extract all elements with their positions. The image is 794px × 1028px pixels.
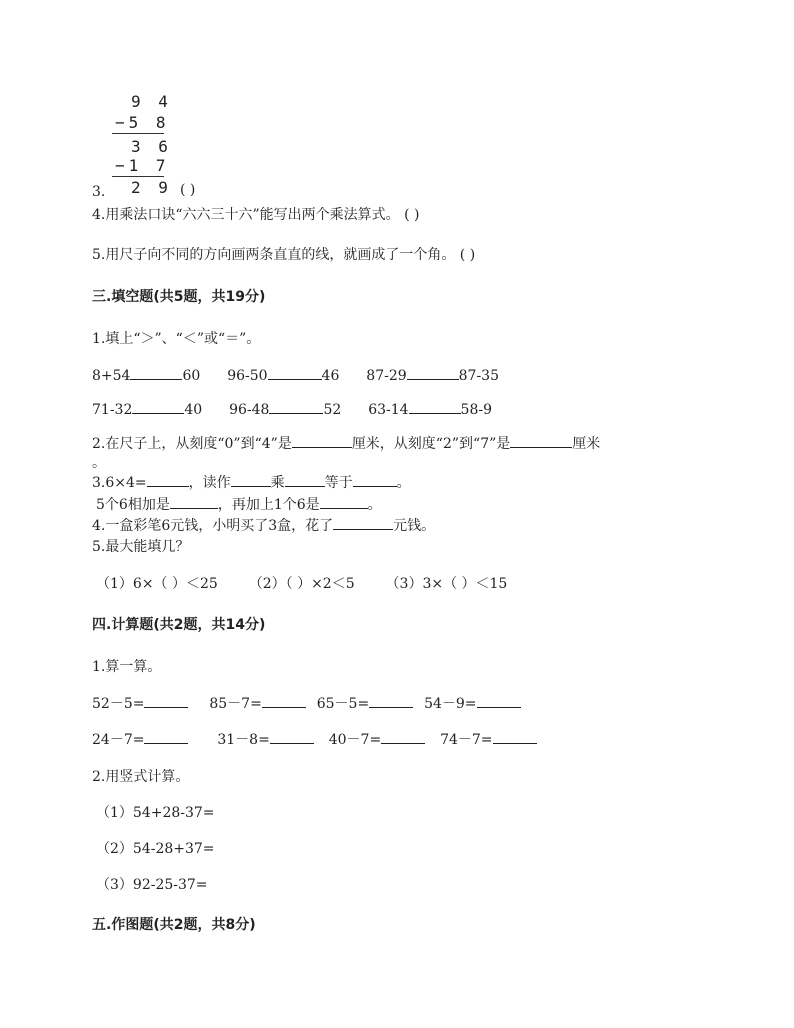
answer-blank[interactable]	[381, 729, 425, 744]
fill-4-text-a: 4.一盒彩笔6元钱，小明买了3盒，花了	[92, 518, 334, 534]
calc-expr: 65－5=	[316, 696, 370, 712]
fill-5-item-1: （1）6×（ ）＜25	[96, 576, 218, 592]
answer-blank[interactable]	[320, 494, 368, 509]
calc-row-2	[92, 729, 537, 749]
fill-3-text-c: 乘	[270, 475, 285, 491]
compare-value: 58-9	[460, 402, 492, 418]
compare-expr: 8+54	[92, 368, 131, 384]
calc-2-prompt: 2.用竖式计算。	[92, 769, 190, 785]
vc-row-1: 9 4	[131, 92, 172, 111]
answer-blank[interactable]	[144, 693, 188, 708]
section-4-title: 四.计算题(共2题，共14分)	[92, 617, 266, 633]
compare-row-1	[92, 365, 499, 384]
fill-3-text-h: 。	[367, 497, 382, 513]
answer-blank[interactable]	[269, 399, 323, 414]
fill-3-text-g: ，再加上1个6是	[217, 497, 320, 513]
compare-row-2	[92, 399, 492, 418]
fill-5-items	[96, 573, 507, 593]
fill-3-text-a: 3.6×4=	[92, 475, 147, 491]
compare-value: 60	[182, 368, 201, 384]
answer-blank[interactable]	[333, 515, 393, 530]
compare-expr: 63-14	[368, 402, 409, 418]
calc-expr: 85－7=	[209, 696, 262, 712]
answer-blank[interactable]	[170, 494, 218, 509]
calc-row-1	[92, 693, 521, 713]
fill-4-text-b: 元钱。	[393, 518, 436, 534]
calc-expr: 74－7=	[440, 732, 493, 748]
answer-blank[interactable]	[477, 693, 521, 708]
answer-blank[interactable]	[407, 365, 459, 380]
answer-blank[interactable]	[369, 693, 413, 708]
question-4: 4.用乘法口诀“六六三十六”能写出两个乘法算式。 ( )	[92, 207, 420, 223]
calc-2-item-1: （1）54+28-37=	[96, 805, 215, 821]
fill-3-line-2	[96, 494, 382, 514]
fill-1-prompt: 1.填上“＞”、“＜”或“＝”。	[92, 331, 261, 347]
fill-3-text-b: ，读作	[188, 475, 231, 491]
answer-blank[interactable]	[231, 472, 271, 487]
vc-divider-2	[112, 176, 164, 177]
vc-row-4: −1 7	[115, 156, 170, 175]
vc-row-5: 2 9	[131, 178, 172, 197]
q3-number: 3.	[92, 184, 106, 200]
compare-expr: 87-29	[366, 368, 407, 384]
answer-blank[interactable]	[270, 729, 314, 744]
fill-3-text-e: 。	[396, 475, 411, 491]
fill-5-item-2: （2）（ ）×2＜5	[248, 576, 355, 592]
answer-blank[interactable]	[268, 365, 322, 380]
answer-blank[interactable]	[262, 693, 306, 708]
section-3-title: 三.填空题(共5题，共19分)	[92, 289, 266, 305]
answer-blank[interactable]	[144, 729, 188, 744]
compare-expr: 71-32	[92, 402, 133, 418]
calc-expr: 40－7=	[328, 732, 382, 748]
answer-blank[interactable]	[147, 472, 189, 487]
fill-2-end: 。	[92, 455, 106, 471]
answer-blank[interactable]	[409, 399, 461, 414]
calc-expr: 24－7=	[92, 732, 145, 748]
fill-5-item-3: （3）3×（ ）＜15	[385, 576, 508, 592]
fill-5-prompt: 5.最大能填几？	[92, 539, 190, 555]
q3-answer-paren[interactable]: ( )	[180, 182, 196, 198]
compare-value: 46	[321, 368, 340, 384]
compare-expr: 96-50	[227, 368, 268, 384]
fill-3-text-f: 5个6相加是	[96, 497, 170, 513]
calc-expr: 31－8=	[217, 732, 270, 748]
calc-2-item-2: （2）54-28+37=	[96, 841, 215, 857]
fill-4	[92, 515, 435, 535]
vc-row-3: 3 6	[131, 137, 172, 156]
fill-2	[92, 433, 600, 453]
calc-expr: 54－9=	[424, 696, 477, 712]
compare-value: 87-35	[458, 368, 499, 384]
calc-expr: 52－5=	[92, 696, 145, 712]
vc-divider-1	[112, 133, 164, 134]
fill-2-part-3: 厘米	[572, 436, 601, 452]
fill-3-line-1	[92, 472, 411, 492]
answer-blank[interactable]	[353, 472, 397, 487]
answer-blank[interactable]	[132, 399, 184, 414]
fill-2-part-2: 厘米，从刻度“2”到“7”是	[351, 436, 511, 452]
answer-blank[interactable]	[285, 472, 325, 487]
section-5-title: 五.作图题(共2题，共8分)	[92, 917, 256, 933]
compare-value: 52	[323, 402, 342, 418]
fill-3-text-d: 等于	[324, 475, 353, 491]
answer-blank[interactable]	[493, 729, 537, 744]
answer-blank[interactable]	[292, 433, 352, 448]
answer-blank[interactable]	[130, 365, 182, 380]
answer-blank[interactable]	[510, 433, 572, 448]
question-5: 5.用尺子向不同的方向画两条直直的线，就画成了一个角。 ( )	[92, 247, 476, 263]
compare-value: 40	[184, 402, 203, 418]
fill-2-part-1: 2.在尺子上，从刻度“0”到“4”是	[92, 436, 292, 452]
vc-row-2: −5 8	[115, 113, 170, 132]
compare-expr: 96-48	[229, 402, 270, 418]
calc-1-prompt: 1.算一算。	[92, 659, 162, 675]
calc-2-item-3: （3）92-25-37=	[96, 877, 208, 893]
